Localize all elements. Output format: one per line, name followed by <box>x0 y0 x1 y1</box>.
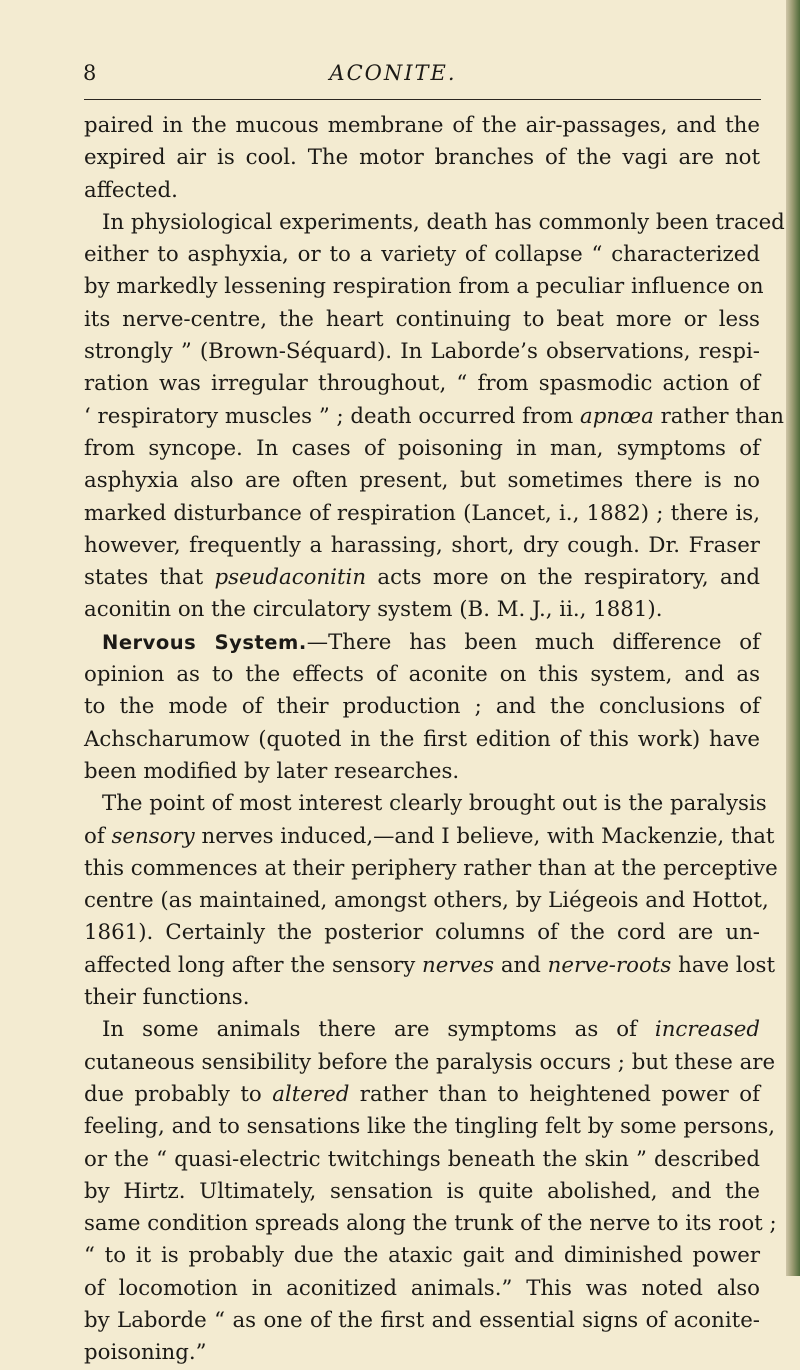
text-line: expired air is cool. The motor branches of the vagi are not <box>84 145 760 171</box>
header-rule <box>84 99 761 100</box>
text-segment: acts more on the respiratory, and <box>366 565 760 591</box>
text-line: same condition spreads along the trunk of the nerve to its root ; <box>84 1211 777 1237</box>
text-segment: have lost <box>671 952 776 978</box>
text-segment: ‘ respiratory muscles ” ; death occurred from <box>84 403 581 429</box>
text-segment: due probably to <box>84 1081 273 1107</box>
running-title: ACONITE. <box>329 61 457 85</box>
italic-term: pseudaconitin <box>214 565 367 591</box>
text-line: aconitin on the circulatory system (B. M. J., ii., 1881). <box>84 597 663 623</box>
text-line <box>84 401 784 433</box>
text-segment: affected long after the sensory <box>84 952 422 978</box>
text-segment: rather than <box>653 403 784 429</box>
italic-term: nerves <box>422 952 495 978</box>
text-line: or the “ quasi-electric twitchings beneath the skin ” described <box>84 1146 760 1172</box>
text-segment: and <box>494 952 548 978</box>
text-line: opinion as to the effects of aconite on this system, and as <box>84 662 760 688</box>
text-line: cutaneous sensibility before the paralysis occurs ; but these are <box>84 1049 776 1075</box>
text-line: centre (as maintained, amongst others, by Liégeois and Hottot, <box>84 888 769 914</box>
text-line <box>84 562 760 594</box>
text-line: asphyxia also are often present, but sometimes there is no <box>84 468 760 494</box>
italic-term: altered <box>272 1081 350 1107</box>
text-segment: states that <box>84 565 215 591</box>
text-line: paired in the mucous membrane of the air-passages, and the <box>84 113 760 138</box>
text-line: feeling, and to sensations like the tingling felt by some persons, <box>84 1114 776 1140</box>
text-line: however, frequently a harassing, short, dry cough. Dr. Fraser <box>84 532 760 558</box>
text-line: In physiological experiments, death has commonly been traced <box>102 209 785 235</box>
text-line: of locomotion in aconitized animals.” This was noted also <box>84 1275 760 1301</box>
text-line: by Hirtz. Ultimately, sensation is quite abolished, and the <box>84 1178 760 1204</box>
text-line <box>84 1079 760 1111</box>
text-segment: nerves induced,—and I believe, with Mackenzie, that <box>194 823 775 849</box>
text-line <box>84 821 775 853</box>
text-line: been modified by later researches. <box>84 758 460 784</box>
text-segment: In some animals there are symptoms as of <box>102 1017 655 1043</box>
text-line: from syncope. In cases of poisoning in man, symptoms of <box>84 435 760 461</box>
text-line: strongly ” (Brown-Séquard). In Laborde’s observations, respi- <box>84 339 760 365</box>
text-line: ration was irregular throughout, “ from spasmodic action of <box>84 371 760 397</box>
text-line: The point of most interest clearly brought out is the paralysis <box>102 791 767 817</box>
text-line <box>84 950 776 982</box>
italic-term: apnœa <box>580 403 654 429</box>
italic-term: nerve-roots <box>547 952 672 978</box>
text-line: by markedly lessening respiration from a peculiar influence on <box>84 274 764 300</box>
text-line: to the mode of their production ; and the conclusions of <box>84 694 760 720</box>
text-line: Achscharumow (quoted in the first edition of this work) have <box>84 726 760 752</box>
text-line: by Laborde “ as one of the first and essential signs of aconite- <box>84 1307 760 1333</box>
body-text <box>84 110 785 1370</box>
italic-term: increased <box>654 1017 760 1043</box>
text-line: this commences at their periphery rather than at the perceptive <box>84 855 778 881</box>
text-line <box>84 627 760 659</box>
text-segment: of <box>84 823 112 849</box>
text-line: 1861). Certainly the posterior columns of the cord are un- <box>84 920 760 946</box>
text-line: either to asphyxia, or to a variety of collapse “ characterized <box>84 242 760 268</box>
text-line: their functions. <box>84 985 250 1011</box>
section-heading: Nervous System. <box>102 630 307 654</box>
text-line: poisoning.” <box>84 1340 207 1366</box>
text-line: “ to it is probably due the ataxic gait and diminished power <box>84 1243 760 1269</box>
italic-term: sensory <box>111 823 195 849</box>
text-segment: —There has been much difference of <box>306 629 760 655</box>
text-line: marked disturbance of respiration (Lancet, i., 1882) ; there is, <box>84 500 760 526</box>
text-line <box>84 1014 760 1046</box>
text-line: its nerve-centre, the heart continuing to beat more or less <box>84 306 760 332</box>
page-edge <box>786 0 800 1276</box>
text-segment: rather than to heightened power of <box>349 1081 760 1107</box>
page-number: 8 <box>83 61 97 85</box>
text-line: affected. <box>84 177 178 203</box>
